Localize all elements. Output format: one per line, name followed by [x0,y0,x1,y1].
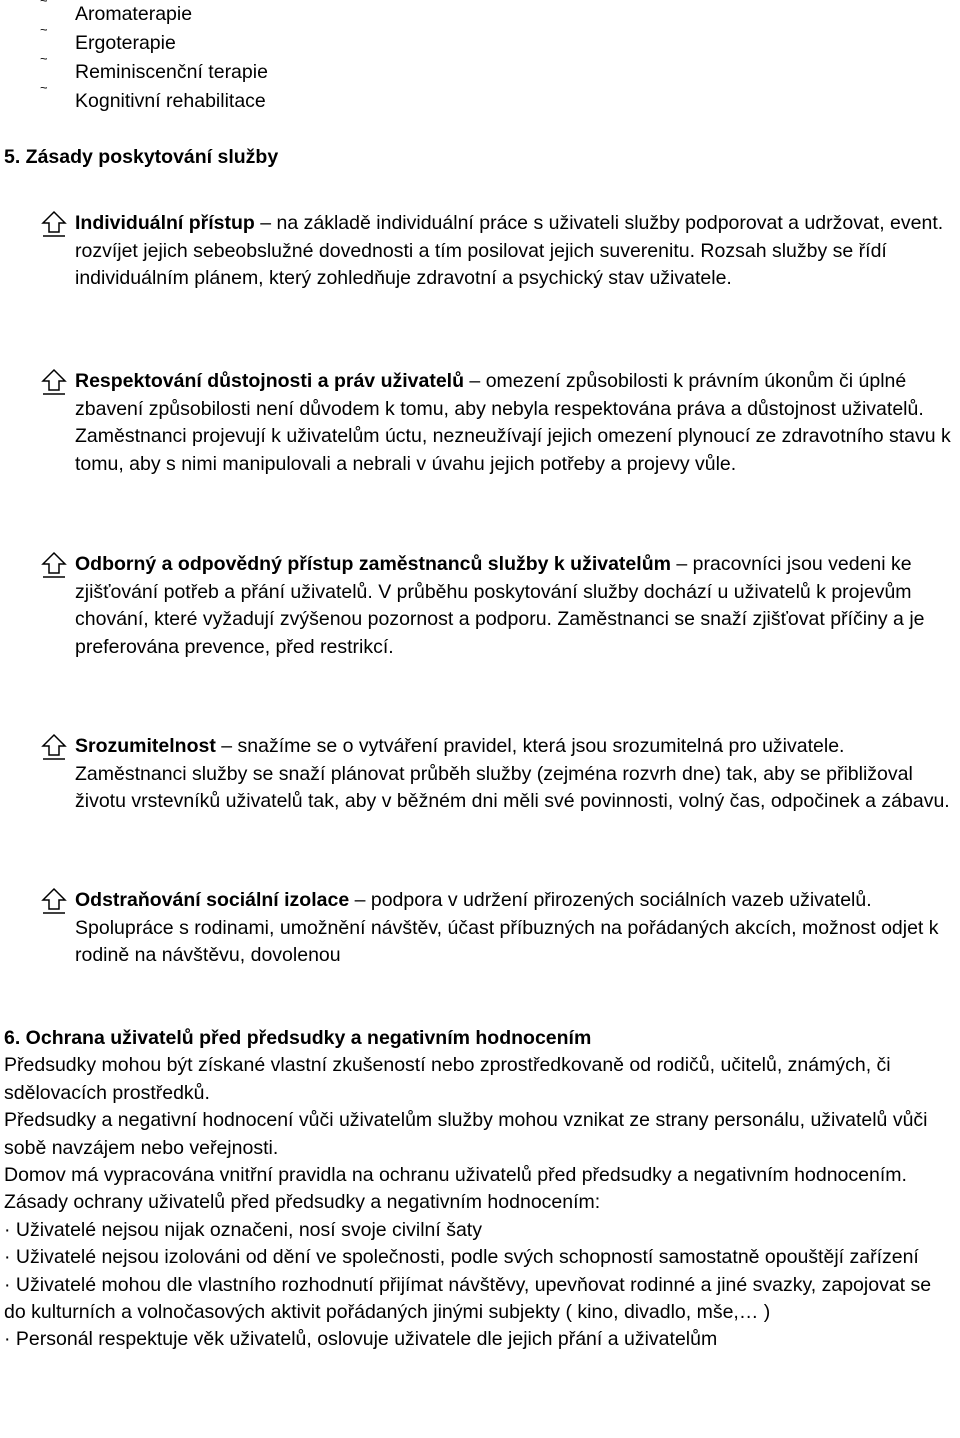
principle-text: – pracovníci jsou vedeni ke zjišťování potřeb a přání uživatelů. V průběhu poskytování služby dochází u uživatelů k projevům chování, které vyžadují zvýšenou pozornost a podporu. Zaměstnanci se snaží zjišťovat příčiny a je preferována prevence, před restrikcí. [75,553,925,658]
paragraph: Zásady ochrany uživatelů před předsudky a negativním hodnocením: [4,1191,601,1214]
section6-heading: 6. Ochrana uživatelů před předsudky a negativním hodnocením [4,1027,592,1049]
bullet-item: · Uživatelé mohou dle vlastního rozhodnutí přijímat návštěvy, upevňovat rodinné a jiné svazky, zapojovat se do kulturních a volnočasových aktivit pořádaných jinými subjekty ( kino, divadlo, mše,… ) [4,1273,932,1324]
paragraph: Předsudky mohou být získané vlastní zkušeností nebo zprostředkovaně od rodičů, učitelů, známých, či sdělovacích prostředků. [4,1054,891,1104]
principle-text: – podpora v udržení přirozených sociálních vazeb uživatelů. Spolupráce s rodinami, umožnění návštěv, účast příbuzných na pořádaných akcích, možnost odjet k rodině na návštěvu, dovolenou [75,889,939,966]
principle-item [36,887,960,970]
principle-text: – na základě individuální práce s uživateli služby podporovat a udržovat, event. rozvíjet jejich sebeobslužné dovednosti a tím posilovat jejich suverenitu. Rozsah služby se řídí individuálním plánem, který zohledňuje zdravotní a psychický stav uživatele. [75,212,944,289]
arrow-up-outline-icon [40,210,68,238]
paragraph: Předsudky a negativní hodnocení vůči uživatelům služby mohou vznikat ze strany personálu, uživatelů vůči sobě navzájem nebo veřejnosti. [4,1109,928,1159]
tilde-bullet-icon: ~ [40,22,48,37]
principle-item [36,210,960,293]
principle-title: Odstraňování sociální izolace [75,889,350,911]
principle-text: – omezení způsobilosti k právním úkonům či úplné zbavení způsobilosti není důvodem k tomu, aby nebyla respektována práva a důstojnost uživatelů. Zaměstnanci projevují k uživatelům úctu, nezneužívají jejich omezení plynoucí ze zdravotního stavu k tomu, aby s nimi manipulovali a nebrali v úvahu jejich potřeby a projevy vůle. [75,370,951,475]
arrow-up-outline-icon [40,368,68,396]
principle-item [36,733,960,816]
list-item: ~ Aromaterapie [36,0,268,29]
paragraph: Domov má vypracována vnitřní pravidla na ochranu uživatelů před předsudky a negativním hodnocením. [4,1164,907,1187]
tilde-bullet-icon: ~ [40,0,48,8]
principle-text: – snažíme se o vytváření pravidel, která jsou srozumitelná pro uživatele. Zaměstnanci služby se snaží plánovat průběh služby (zejména rozvrh dne) tak, aby se přibližoval životu vrstevníků uživatelů tak, aby v běžném dni měli své povinnosti, volný čas, odpočinek a zábavu. [75,735,950,812]
section6 [4,1025,958,1354]
tilde-bullet-icon: ~ [40,51,48,66]
therapy-list [36,0,268,116]
list-item: ~ Reminiscenční terapie [40,51,268,83]
list-item: ~ Ergoterapie [40,22,176,54]
section5-heading: 5. Zásady poskytování služby [4,146,279,168]
arrow-up-outline-icon [40,887,68,915]
principle-title: Srozumitelnost [75,735,216,757]
principle-title: Odborný a odpovědný přístup zaměstnanců služby k uživatelům [75,553,671,575]
list-item: ~ Kognitivní rehabilitace [40,80,266,112]
bullet-item: · Personál respektuje věk uživatelů, oslovuje uživatele dle jejich přání a uživatelům [4,1328,718,1351]
arrow-up-outline-icon [40,551,68,579]
principle-item [36,551,960,661]
bullet-item: · Uživatelé nejsou nijak označeni, nosí svoje civilní šaty [4,1218,482,1241]
bullet-item: · Uživatelé nejsou izolováni od dění ve společnosti, podle svých schopností samostatně opouštějí zařízení [4,1246,919,1269]
tilde-bullet-icon: ~ [40,80,48,95]
arrow-up-outline-icon [40,733,68,761]
principle-item [36,368,960,478]
principle-title: Individuální přístup [75,212,255,234]
principle-title: Respektování důstojnosti a práv uživatelů [75,370,465,392]
